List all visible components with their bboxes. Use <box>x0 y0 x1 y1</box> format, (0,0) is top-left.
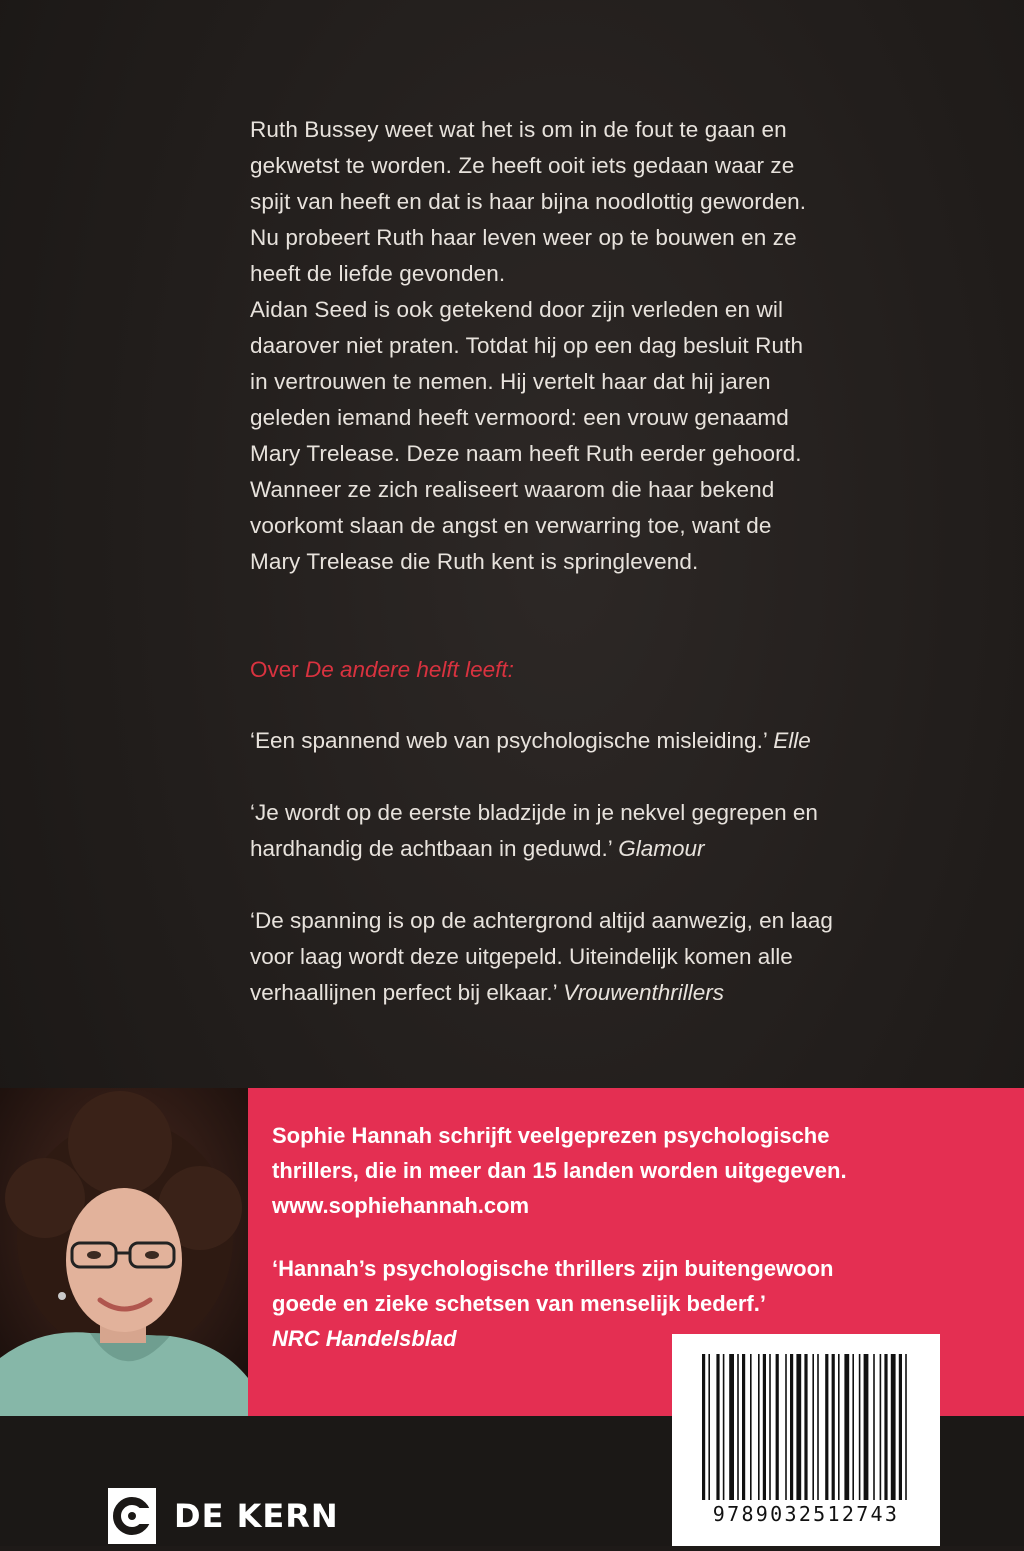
barcode-bar <box>825 1354 828 1500</box>
barcode-bar <box>873 1354 875 1500</box>
barcode-bar <box>796 1354 801 1500</box>
synopsis-line: Nu probeert Ruth haar leven weer op te bouwen en ze <box>250 225 797 250</box>
barcode-bar <box>859 1354 861 1500</box>
publisher-name: DE KERN <box>174 1497 339 1535</box>
barcode-bar <box>891 1354 896 1500</box>
barcode-bar <box>880 1354 882 1500</box>
reviews-heading-title: De andere helft leeft: <box>305 657 514 682</box>
barcode-bar <box>899 1354 902 1500</box>
synopsis-line: gekwetst te worden. Ze heeft ooit iets gedaan waar ze <box>250 153 795 178</box>
barcode-bar <box>884 1354 887 1500</box>
barcode-bar <box>832 1354 835 1500</box>
barcode-bar <box>812 1354 814 1500</box>
review-quote-text: ‘Een spannend web van psychologische misleiding.’ <box>250 728 774 753</box>
barcode-bar <box>723 1354 725 1500</box>
barcode-bar <box>737 1354 739 1500</box>
author-photo <box>0 1088 248 1416</box>
review-quote-text: ‘Je wordt op de eerste bladzijde in je nekvel gegrepen en <box>250 800 818 825</box>
reviews-heading <box>250 652 514 688</box>
barcode-bar <box>804 1354 807 1500</box>
review-quote-text: voor laag wordt deze uitgepeld. Uiteindelijk komen alle <box>250 944 793 969</box>
synopsis-line: Wanneer ze zich realiseert waarom die haar bekend <box>250 477 775 502</box>
synopsis-line: Mary Trelease. Deze naam heeft Ruth eerder gehoord. <box>250 441 802 466</box>
publisher-logo <box>108 1488 339 1544</box>
synopsis-line: Aidan Seed is ook getekend door zijn verleden en wil <box>250 297 784 322</box>
review-quote <box>250 903 950 1011</box>
barcode-bar <box>776 1354 779 1500</box>
review-quote <box>250 795 950 867</box>
review-quote-source: Elle <box>773 728 811 753</box>
synopsis <box>250 112 950 580</box>
review-quote-text: ‘De spanning is op de achtergrond altijd aanwezig, en laag <box>250 908 833 933</box>
barcode-bar <box>769 1354 771 1500</box>
synopsis-line: geleden iemand heeft vermoord: een vrouw genaamd <box>250 405 789 430</box>
author-bio <box>272 1118 972 1223</box>
barcode-bar <box>763 1354 766 1500</box>
isbn-number: 9789032512743 <box>712 1502 900 1526</box>
barcode-bar <box>905 1354 907 1500</box>
author-quote-line: goede en zieke schetsen van menselijk bederf.’ <box>272 1291 766 1316</box>
barcode-bar <box>852 1354 854 1500</box>
barcode-bar <box>817 1354 819 1500</box>
synopsis-line: Ruth Bussey weet wat het is om in de fout te gaan en <box>250 117 787 142</box>
reviews-heading-prefix: Over <box>250 657 306 682</box>
author-quote-source: NRC Handelsblad <box>272 1326 457 1351</box>
barcode-bar <box>864 1354 869 1500</box>
synopsis-line: voorkomt slaan de angst en verwarring toe, want de <box>250 513 772 538</box>
barcode-bar <box>742 1354 745 1500</box>
barcode-bar <box>708 1354 710 1500</box>
synopsis-line: spijt van heeft en dat is haar bijna noodlottig geworden. <box>250 189 807 214</box>
barcode-bar <box>758 1354 760 1500</box>
de-kern-c-logo-icon <box>108 1488 156 1544</box>
barcode-bar <box>716 1354 719 1500</box>
review-quote <box>250 723 950 759</box>
barcode-bar <box>790 1354 793 1500</box>
review-quote-source: Vrouwenthrillers <box>563 980 724 1005</box>
barcode-bar <box>750 1354 752 1500</box>
author-bio-line: thrillers, die in meer dan 15 landen worden uitgegeven. <box>272 1158 847 1183</box>
synopsis-line: in vertrouwen te nemen. Hij vertelt haar dat hij jaren <box>250 369 771 394</box>
review-quote-source: Glamour <box>618 836 705 861</box>
review-quote-text: hardhandig de achtbaan in geduwd.’ <box>250 836 619 861</box>
barcode-bar <box>729 1354 734 1500</box>
barcode-bar <box>844 1354 849 1500</box>
synopsis-line: heeft de liefde gevonden. <box>250 261 506 286</box>
author-quote-line: ‘Hannah’s psychologische thrillers zijn buitengewoon <box>272 1256 834 1281</box>
synopsis-line: Mary Trelease die Ruth kent is springlevend. <box>250 549 699 574</box>
review-quote-text: verhaallijnen perfect bij elkaar.’ <box>250 980 564 1005</box>
author-portrait-illustration <box>0 1088 248 1416</box>
barcode-bar <box>838 1354 840 1500</box>
synopsis-line: daarover niet praten. Totdat hij op een dag besluit Ruth <box>250 333 804 358</box>
author-bio-line: Sophie Hannah schrijft veelgeprezen psychologische <box>272 1123 830 1148</box>
barcode-bar <box>702 1354 705 1500</box>
barcode-bar <box>785 1354 787 1500</box>
author-website: www.sophiehannah.com <box>272 1193 530 1218</box>
